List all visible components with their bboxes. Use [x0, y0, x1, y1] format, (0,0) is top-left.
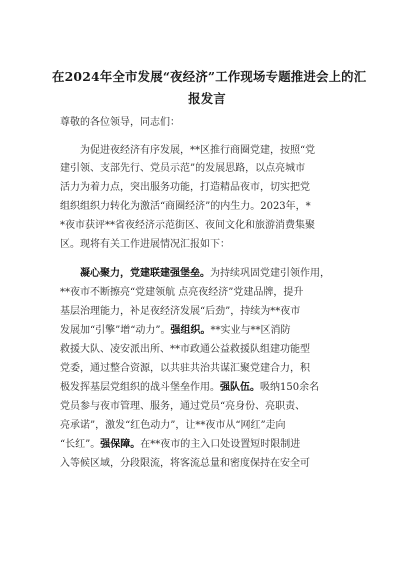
paragraph-2-line-8: 党员参与夜市管理、服务，通过党员“亮身份、亮职责、 [60, 401, 306, 412]
title-line-2: 报发言 [188, 91, 226, 106]
paragraph-2-line-2: **夜市不断擦亮“党建领航 点亮夜经济”党建品牌，提升 [60, 287, 304, 298]
paragraph-2-line-1 [80, 267, 330, 281]
paragraph-2-line-6: 党委，通过整合资源，以共驻共治共谋汇聚党建合力，积 [60, 363, 310, 374]
heading-strengthen-organization: 强组织。 [170, 325, 211, 336]
paragraph-1-line-2: 建引领、支部先行、党员示范”的发展思路，以点亮城市 [60, 163, 306, 174]
paragraph-2-line-10 [60, 438, 300, 452]
paragraph-2-text: **实业与**区消防 [210, 325, 291, 336]
paragraph-2-line-4 [60, 324, 290, 338]
paragraph-1-line-4: 组织组织力转化为激活“商圈经济”的内生力。2023年，* [60, 201, 311, 212]
paragraph-2-text: 发展加“引擎”增“动力”。 [60, 325, 171, 336]
paragraph-2-text: 在**夜市的主入口处设置短时限制进 [140, 439, 301, 450]
document-title [52, 66, 367, 110]
title-line-1: 在2024年全市发展“夜经济”工作现场专题推进会上的汇 [52, 69, 367, 84]
paragraph-2-line-7 [60, 381, 319, 395]
paragraph-1-line-5: *夜市获评**省夜经济示范街区、夜间文化和旅游消费集聚 [60, 220, 315, 231]
paragraph-2-text: 为持续巩固党建引领作用， [210, 268, 330, 279]
heading-unite-strength: 凝心聚力，党建联建强堡垒。 [80, 268, 210, 279]
paragraph-2-line-5: 救援大队、凌安派出所、**市政通公益救援队组建功能型 [60, 344, 310, 355]
paragraph-2-line-3: 基层治理能力，补足夜经济发展“后劲”，持续为**夜市 [60, 306, 301, 317]
paragraph-1-line-1: 为促进夜经济有序发展，**区推行商圈党建，按照“党 [80, 145, 316, 156]
heading-strengthen-guarantee: 强保障。 [100, 439, 141, 450]
paragraph-2-line-9: 亮承诺”，激发“红色动力”，让**夜市从“网红”走向 [60, 420, 286, 431]
paragraph-2-text: 极发挥基层党组织的战斗堡垒作用。 [60, 382, 220, 393]
paragraph-2-text: “长红”。 [60, 439, 101, 450]
paragraph-1-line-3: 活力为着力点，突出服务功能，打造精品夜市，切实把党 [60, 182, 310, 193]
paragraph-1-line-6: 区。现将有关工作进展情况汇报如下： [60, 239, 230, 250]
paragraph-2-line-11: 入等候区域，分段限流，将客流总量和密度保持在安全可 [60, 458, 310, 469]
greeting: 尊敬的各位领导，同志们： [60, 117, 180, 128]
paragraph-2-text: 吸纳150余名 [260, 382, 320, 393]
heading-strengthen-team: 强队伍。 [220, 382, 260, 393]
